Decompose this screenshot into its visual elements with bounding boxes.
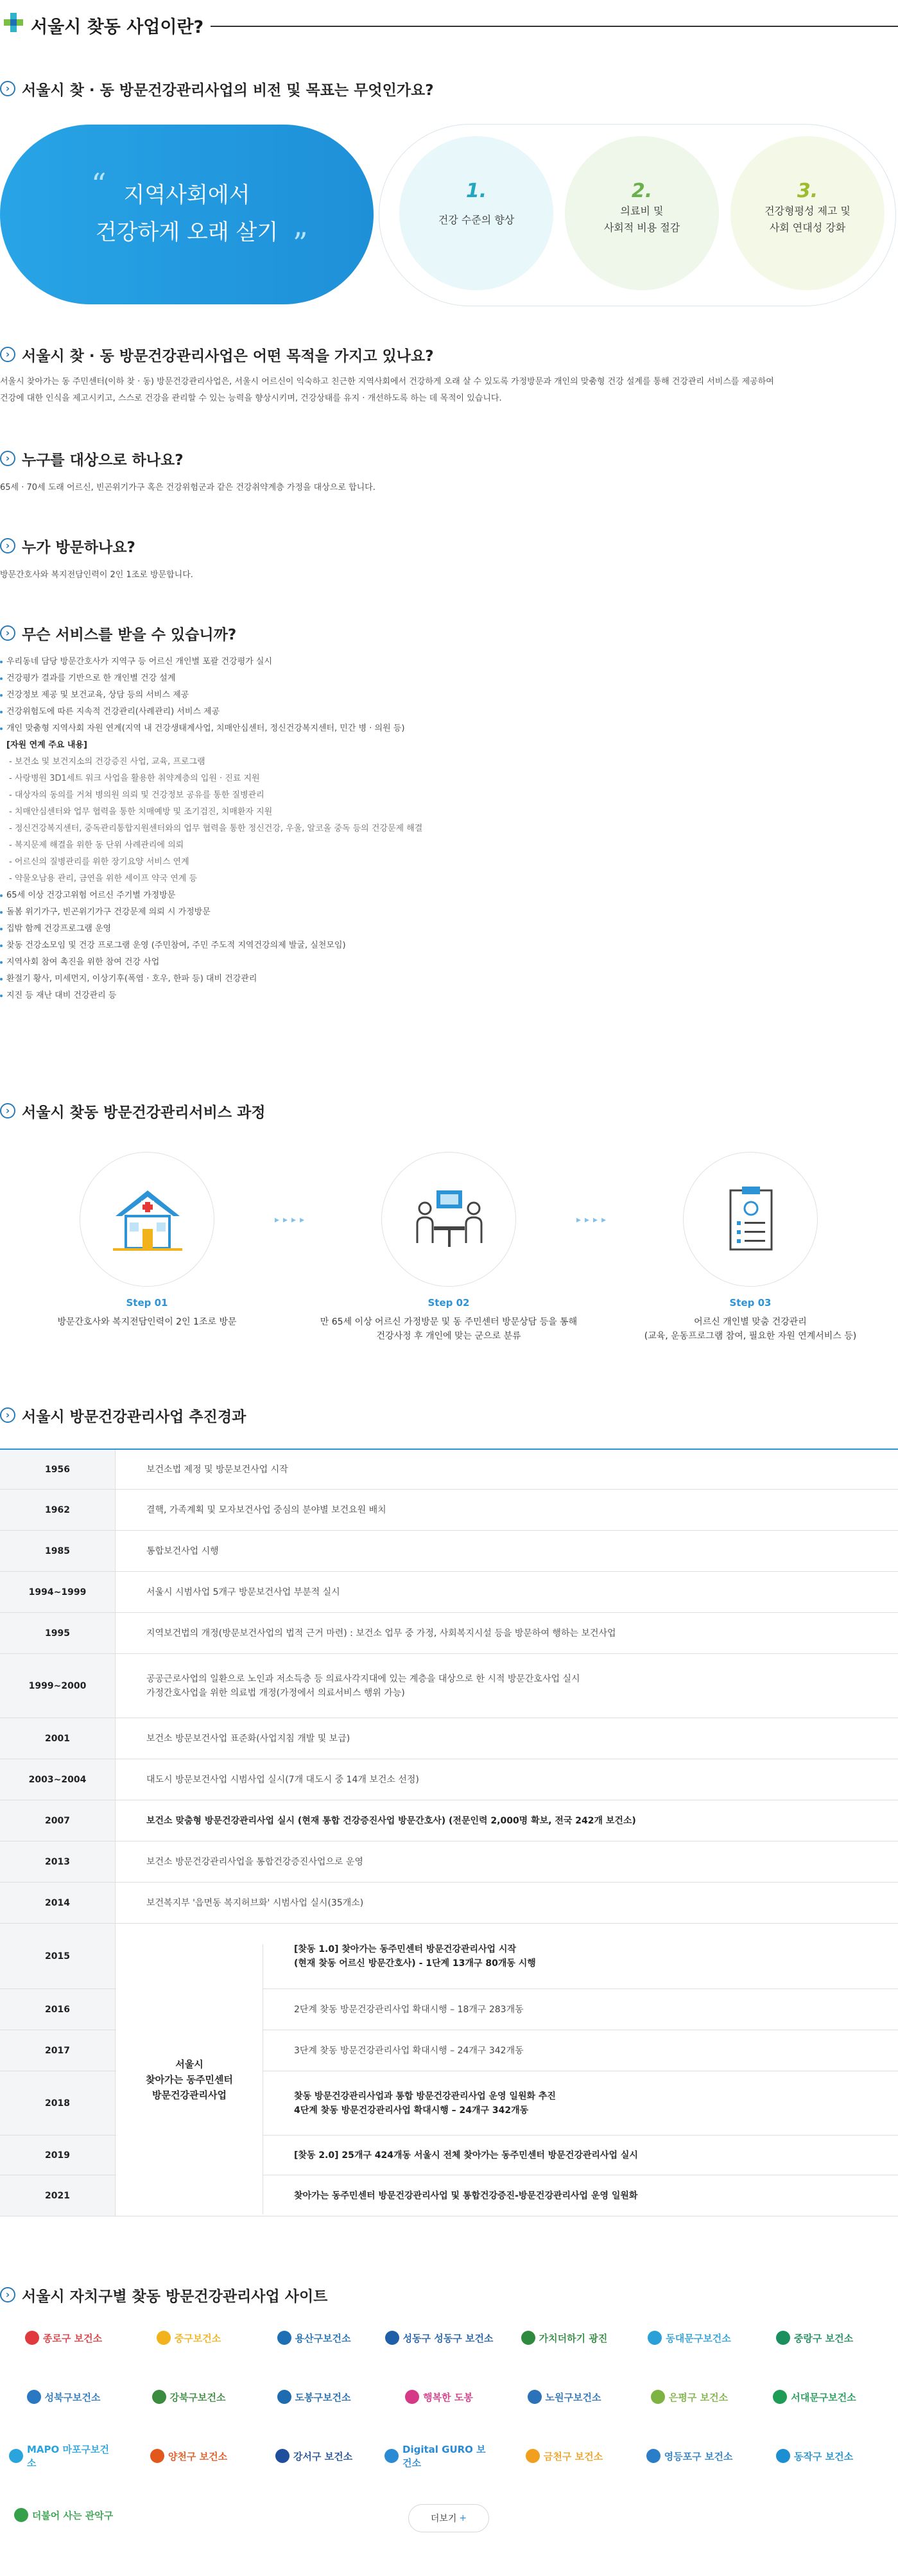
description-cell: [찾동 2.0] 25개구 424개동 서울시 전체 찾아가는 동주민센터 방문건강관리사업 실시: [294, 2150, 638, 2161]
description-cell: 보건소법 제정 및 방문보건사업 시작: [146, 1464, 288, 1475]
step-label-2: Step 02: [427, 1297, 470, 1309]
bullet-icon: [0, 978, 3, 980]
district-site-link[interactable]: [635, 2381, 744, 2413]
district-logo-icon: [773, 2390, 787, 2404]
district-site-link[interactable]: [384, 2440, 494, 2472]
district-site-link[interactable]: [134, 2322, 243, 2354]
bullet-icon: [0, 944, 3, 947]
district-logo-icon: [27, 2390, 41, 2404]
year-cell: 1962: [0, 1490, 116, 1530]
description-cell: 보건소 방문보건사업 표준화(사업지침 개발 및 보급): [146, 1733, 350, 1744]
house-icon: [109, 1181, 186, 1258]
section-heading-sites: › 서울시 자치구별 찾동 방문건강관리사업 사이트: [0, 2284, 327, 2305]
bullet-icon: [0, 694, 3, 697]
service-item: 건강정보 제공 및 보건교육, 상담 등의 서비스 제공: [0, 687, 898, 704]
year-cell: 2003~2004: [0, 1759, 116, 1800]
bullet-icon: [0, 894, 3, 897]
description-cell: 대도시 방문보건사업 시범사업 실시(7개 대도시 중 14개 보건소 선정): [146, 1774, 419, 1785]
description-cell: 보건소 방문건강관리사업을 통합건강증진사업으로 운영: [146, 1856, 363, 1867]
district-site-label: 금천구 보건소: [543, 2450, 603, 2462]
section-heading-process: › 서울시 찾동 방문건강관리서비스 과정: [0, 1101, 266, 1121]
table-row: [0, 1572, 898, 1613]
district-site-label: 양천구 보건소: [168, 2450, 228, 2462]
table-row: [0, 1531, 898, 1572]
service-item: 환절기 황사, 미세먼지, 이상기후(폭염 · 호우, 한파 등) 대비 건강관리: [0, 971, 898, 988]
district-site-label: 강서구 보건소: [293, 2450, 353, 2462]
district-site-link[interactable]: [384, 2322, 494, 2354]
description-cell: 2단계 찾동 방문건강관리사업 확대시행 – 18개구 283개동: [294, 2004, 524, 2015]
district-site-label: 가치더하기 광진: [539, 2332, 608, 2344]
resource-item: - 약물오남용 관리, 금연을 위한 세이프 약국 연계 등: [9, 874, 198, 883]
district-site-label: 행복한 도봉: [423, 2391, 473, 2403]
table-row: [0, 1450, 898, 1490]
table-row: [0, 1800, 898, 1841]
goal-text: 건강 수준의 향상: [438, 214, 515, 226]
bullet-icon: [0, 995, 3, 997]
history-table: [0, 1449, 898, 2215]
district-site-label: 성동구 성동구 보건소: [402, 2332, 494, 2344]
district-logo-icon: [277, 2331, 291, 2345]
district-site-label: 중구보건소: [174, 2332, 221, 2344]
bullet-icon: [0, 677, 3, 680]
step-label-3: Step 03: [729, 1297, 772, 1309]
year-cell: 2007: [0, 1800, 116, 1841]
district-logo-icon: [9, 2449, 23, 2463]
year-cell: 2016: [0, 1989, 116, 2030]
slogan-line-1: 지역사회에서: [123, 182, 250, 208]
goal-circle-3: [730, 136, 885, 290]
resource-item: - 복지문제 해결을 위한 동 단위 사례관리에 의뢰: [9, 840, 184, 850]
district-logo-icon: [648, 2331, 662, 2345]
description-cell: 찾아가는 동주민센터 방문건강관리사업 및 통합건강증진-방문건강관리사업 운영 일원화: [294, 2190, 638, 2201]
district-site-link[interactable]: [9, 2322, 118, 2354]
step-circle-1: [80, 1152, 214, 1287]
service-item: 찾동 건강소모임 및 건강 프로그램 운영 (주민참여, 주민 주도적 지역건강의제 발굴, 실천모임): [0, 937, 898, 954]
district-site-link[interactable]: [384, 2381, 494, 2413]
page-title: 서울시 찾동 사업이란?: [31, 17, 204, 37]
district-site-link[interactable]: [635, 2322, 744, 2354]
resource-item: - 보건소 및 보건지소의 건강증진 사업, 교육, 프로그램: [9, 757, 205, 767]
district-site-label: MAPO 마포구보건소: [27, 2444, 109, 2469]
bullet-icon: [0, 961, 3, 964]
district-site-link[interactable]: [9, 2381, 118, 2413]
service-item: 개인 맞춤형 지역사회 자원 연계(지역 내 건강생태계사업, 치매안심센터, 정신건강복지센터, 민간 병 · 의원 등): [0, 720, 898, 737]
district-site-label: 용산구보건소: [295, 2332, 351, 2344]
district-site-link[interactable]: [510, 2381, 619, 2413]
district-site-link[interactable]: [510, 2322, 619, 2354]
description-cell: 공공근로사업의 일환으로 노인과 저소득층 등 의료사각지대에 있는 계층을 대상으로 한 시적 방문간호사업 실시 가정간호사업을 위한 의료법 개정(가정에서 의료서비스 행위 가능): [146, 1673, 580, 1698]
bullet-icon: [0, 727, 3, 730]
district-site-label: 은평구 보건소: [668, 2391, 729, 2403]
table-row: [0, 1654, 898, 1718]
district-site-label: 도봉구보건소: [295, 2391, 351, 2403]
more-button[interactable]: 더보기 +: [408, 2504, 489, 2532]
page-header: [0, 6, 898, 42]
section-heading-purpose: › 서울시 찾 · 동 방문건강관리사업은 어떤 목적을 가지고 있나요?: [0, 344, 434, 365]
district-site-link[interactable]: [134, 2381, 243, 2413]
year-cell: 2013: [0, 1841, 116, 1882]
table-row: [0, 1613, 898, 1654]
resource-item: - 치매안심센터와 업무 협력을 통한 치매예방 및 조기검진, 치매환자 지원: [9, 807, 273, 817]
year-cell: 1994~1999: [0, 1572, 116, 1612]
step-circle-2: [381, 1152, 516, 1287]
goal-number: 3.: [797, 180, 818, 202]
step-desc-1: 방문간호사와 복지전담인력이 2인 1조로 방문: [57, 1317, 237, 1327]
vision-slogan: [0, 125, 374, 304]
district-logo-icon: [157, 2331, 171, 2345]
consultation-icon: [411, 1181, 488, 1258]
description-cell: 3단계 찾동 방문건강관리사업 확대시행 – 24개구 342개동: [294, 2045, 524, 2056]
year-cell: 2014: [0, 1883, 116, 1923]
goal-circle-2: [565, 136, 719, 290]
resource-item: - 대상자의 동의를 거쳐 병의원 의뢰 및 건강정보 공유를 통한 질병관리: [9, 790, 264, 800]
service-item: 집밖 함께 건강프로그램 운영: [0, 921, 898, 937]
goal-text: 의료비 및 사회적 비용 절감: [603, 205, 680, 234]
district-logo-icon: [277, 2390, 291, 2404]
district-site-label: 종로구 보건소: [42, 2332, 103, 2344]
district-site-label: Digital GURO 보건소: [402, 2444, 486, 2469]
district-logo-icon: [651, 2390, 665, 2404]
title-divider: [211, 26, 898, 27]
bullet-icon: [0, 928, 3, 930]
table-row: [0, 1883, 898, 1924]
service-item: 우리동네 담당 방문간호사가 지역구 등 어르신 개인별 포괄 건강평가 실시: [0, 654, 898, 670]
chevron-right-icon: ›: [0, 2287, 15, 2302]
arrow-icon: ▸▸▸▸: [275, 1215, 309, 1225]
district-logo-icon: [776, 2331, 790, 2345]
resource-item: - 어르신의 질병관리를 위한 장기요양 서비스 연계: [9, 857, 189, 867]
district-logo-icon: [646, 2449, 661, 2463]
district-logo-icon: [776, 2449, 790, 2463]
service-item: 건강위험도에 따른 지속적 건강관리(사례관리) 서비스 제공: [0, 704, 898, 720]
service-item: 돌봄 위기가구, 빈곤위기가구 건강문제 의뢰 시 가정방문: [0, 904, 898, 921]
district-logo-icon: [405, 2390, 419, 2404]
year-cell: 2019: [0, 2136, 116, 2175]
year-cell: 2021: [0, 2175, 116, 2216]
section-heading-visitor: › 누가 방문하나요?: [0, 535, 135, 556]
goal-number: 2.: [631, 180, 653, 202]
district-logo-icon: [528, 2390, 542, 2404]
district-site-label: 중랑구 보건소: [793, 2332, 854, 2344]
service-item: 지역사회 참여 촉진을 위한 참여 건강 사업: [0, 954, 898, 971]
chevron-right-icon: ›: [0, 625, 15, 641]
table-row: [0, 1759, 898, 1800]
district-site-label: 성북구보건소: [44, 2391, 101, 2403]
goal-circle-1: [399, 136, 553, 290]
district-site-link[interactable]: [760, 2440, 869, 2472]
year-cell: 2015: [0, 1924, 116, 1989]
district-site-link[interactable]: [9, 2499, 118, 2531]
table-row: [0, 1490, 898, 1531]
description-cell: 통합보건사업 시행: [146, 1545, 219, 1556]
step-circle-3: [683, 1152, 818, 1287]
district-logo-icon: [14, 2508, 28, 2522]
year-cell: 2017: [0, 2030, 116, 2071]
resource-title: [자원 연계 주요 내용]: [6, 740, 87, 750]
section-heading-target: › 누구를 대상으로 하나요?: [0, 448, 184, 469]
district-site-label: 서대문구보건소: [791, 2391, 856, 2403]
district-logo-icon: [384, 2449, 399, 2463]
step-desc-2: 만 65세 이상 어르신 가정방문 및 동 주민센터 방문상담 등을 통해 건강사정 후 개인에 맞는 군으로 분류: [320, 1317, 578, 1341]
district-site-link[interactable]: [635, 2440, 744, 2472]
district-site-link[interactable]: [259, 2381, 368, 2413]
district-site-link[interactable]: [134, 2440, 243, 2472]
district-site-label: 동작구 보건소: [793, 2450, 854, 2462]
visitor-text: 방문간호사와 복지전담인력이 2인 1조로 방문합니다.: [0, 570, 193, 580]
checklist-icon: [712, 1181, 790, 1258]
year-cell: 1995: [0, 1613, 116, 1653]
district-logo-icon: [25, 2331, 39, 2345]
description-cell: 찾동 방문건강관리사업과 통합 방문건강관리사업 운영 일원화 추진 4단계 찾동 방문건강관리사업 확대시행 – 24개구 342개동: [294, 2091, 556, 2116]
district-site-link[interactable]: [259, 2322, 368, 2354]
district-site-label: 더불어 사는 관악구: [31, 2509, 114, 2521]
target-text: 65세 · 70세 도래 어르신, 빈곤위기가구 혹은 건강위험군과 같은 건강취약계층 가정을 대상으로 합니다.: [0, 483, 376, 492]
open-quote-icon: “: [91, 167, 107, 202]
cross-logo-icon: [3, 12, 24, 33]
district-logo-icon: [526, 2449, 540, 2463]
vision-graphic: [0, 122, 898, 308]
step-desc-3: 어르신 개인별 맞춤 건강관리 (교육, 운동프로그램 참여, 필요한 자원 연계서비스 등): [644, 1317, 857, 1341]
district-logo-icon: [521, 2331, 535, 2345]
district-site-link[interactable]: [510, 2440, 619, 2472]
description-cell: 결핵, 가족계획 및 모자보건사업 중심의 분야별 보건요원 배치: [146, 1504, 386, 1515]
year-cell: 1985: [0, 1531, 116, 1571]
description-cell: 보건소 맞춤형 방문건강관리사업 실시 (현재 통합 건강증진사업 방문간호사) (전문인력 2,000명 확보, 전국 242개 보건소): [146, 1815, 636, 1826]
district-site-link[interactable]: [9, 2440, 118, 2472]
table-row: [0, 1718, 898, 1759]
resource-item: - 정신건강복지센터, 중독관리통합지원센터와의 업무 협력을 통한 정신건강, 우울, 알코올 중독 등의 건강문제 해결: [9, 824, 423, 833]
section-heading-services: › 무슨 서비스를 받을 수 있습니까?: [0, 623, 236, 643]
year-cell: 1999~2000: [0, 1654, 116, 1718]
chevron-right-icon: ›: [0, 81, 15, 96]
year-cell: 2001: [0, 1718, 116, 1759]
resource-item: - 사랑병원 3D1세트 워크 사업을 활용한 취약계층의 입원 · 진료 지원: [9, 774, 260, 783]
service-item: 지진 등 재난 대비 건강관리 등: [0, 988, 898, 1004]
chevron-right-icon: ›: [0, 1407, 15, 1423]
district-site-label: 영등포구 보건소: [664, 2450, 733, 2462]
goal-number: 1.: [465, 180, 487, 202]
district-site-label: 노원구보건소: [545, 2391, 601, 2403]
history-merged-label: 서울시 찾아가는 동주민센터 방문건강관리사업: [116, 1944, 263, 2215]
bullet-icon: [0, 911, 3, 914]
table-row: [0, 1841, 898, 1883]
bullet-icon: [0, 711, 3, 713]
close-quote-icon: ”: [293, 226, 308, 261]
district-logo-icon: [275, 2449, 289, 2463]
district-site-label: 강북구보건소: [169, 2391, 226, 2403]
description-cell: 지역보건법의 개정(방문보건사업의 법적 근거 마련) : 보건소 업무 중 가정, 사회복지시설 등을 방문하여 행하는 보건사업: [146, 1628, 616, 1639]
district-site-link[interactable]: [760, 2322, 869, 2354]
description-cell: [찾동 1.0] 찾아가는 동주민센터 방문건강관리사업 시작 (현재 찾동 어르신 방문간호사) - 1단계 13개구 80개동 시행: [294, 1944, 536, 1969]
description-cell: 보건복지부 '읍면동 복지허브화' 시범사업 실시(35개소): [146, 1897, 364, 1908]
services-list: [0, 654, 898, 1004]
service-item: 65세 이상 건강고위험 어르신 주기별 가정방문: [0, 887, 898, 904]
bullet-icon: [0, 661, 3, 663]
goal-text: 건강형평성 제고 및 사회 연대성 강화: [764, 205, 851, 234]
arrow-icon: ▸▸▸▸: [576, 1215, 610, 1225]
district-logo-icon: [385, 2331, 399, 2345]
district-site-link[interactable]: [259, 2440, 368, 2472]
process-steps: [0, 1144, 898, 1375]
plus-icon: +: [459, 2513, 467, 2523]
chevron-right-icon: ›: [0, 347, 15, 362]
district-logo-icon: [150, 2449, 164, 2463]
description-cell: 서울시 시범사업 5개구 방문보건사업 부분적 실시: [146, 1587, 340, 1597]
chevron-right-icon: ›: [0, 538, 15, 553]
chevron-right-icon: ›: [0, 451, 15, 466]
service-item: 건강평가 결과를 기반으로 한 개인별 건강 설계: [0, 670, 898, 687]
slogan-line-2: 건강하게 오래 살기: [95, 220, 279, 245]
section-heading-vision: › 서울시 찾 · 동 방문건강관리사업의 비전 및 목표는 무엇인가요?: [0, 78, 434, 99]
year-cell: 1956: [0, 1450, 116, 1489]
district-site-link[interactable]: [760, 2381, 869, 2413]
chevron-right-icon: ›: [0, 1103, 15, 1118]
year-cell: 2018: [0, 2071, 116, 2135]
purpose-text: 서울시 찾아가는 동 주민센터(이하 찾 · 동) 방문건강관리사업은, 서울시 어르신이 익숙하고 친근한 지역사회에서 건강하게 오래 살 수 있도록 가정방문과 개인의 맞춤형 건강 설계를 통해 건강관리 서비스를 제공하여 건강에 대한 인식을 제고시키고, 스스로 건강을 관리할 수 있는 능력을 향상시키며, 건강상태를 유지 · 개선하도록 하는 데 목적이 있습니다.: [0, 377, 774, 403]
district-logo-icon: [152, 2390, 166, 2404]
section-heading-history: › 서울시 방문건강관리사업 추진경과: [0, 1405, 246, 1425]
district-site-label: 동대문구보건소: [666, 2332, 731, 2344]
step-label-1: Step 01: [126, 1297, 168, 1309]
